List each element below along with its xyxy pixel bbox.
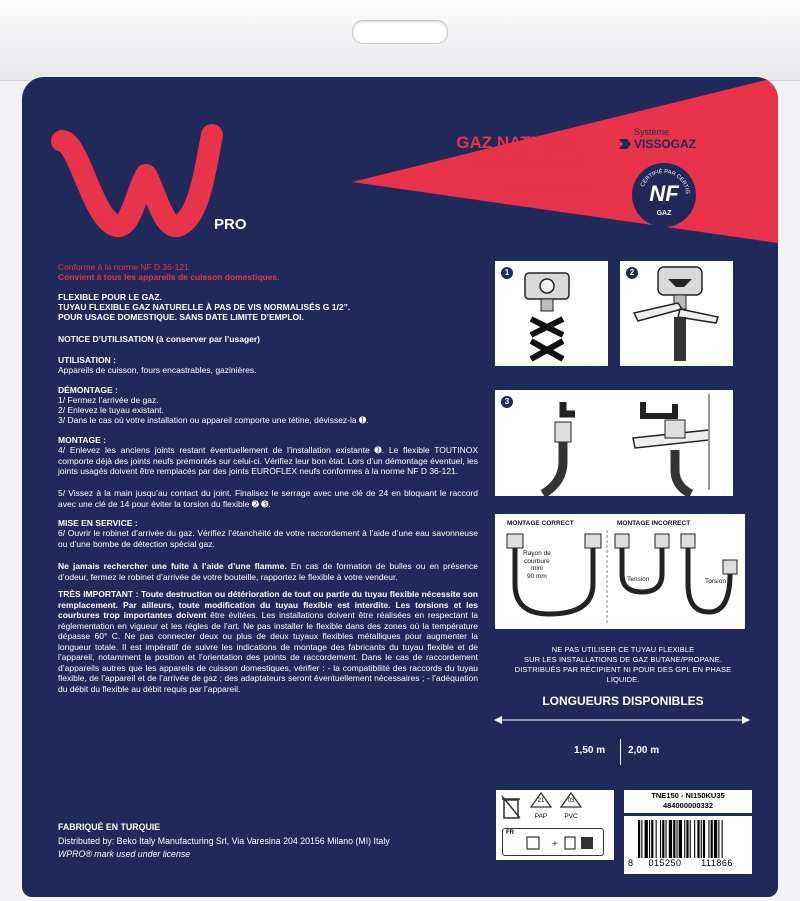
barcode-bar: [690, 820, 691, 858]
hang-hole: [352, 20, 448, 44]
sorting-icons: [525, 835, 595, 851]
radius-line-4: 90 mm: [526, 572, 547, 580]
nf-badge: [632, 163, 696, 227]
title-line-1: GAZ NATUREL /: [456, 133, 586, 152]
cert-ring: CERTIFIÉ PAR CERTIG: [639, 168, 691, 195]
barcode-bar: [669, 820, 672, 858]
warning-line-1: NE PAS UTILISER CE TUYAU FLEXIBLE: [551, 645, 695, 654]
barcode-bar: [708, 820, 709, 858]
barcode-bar: [656, 820, 657, 858]
length-option-200: 2,00 m: [628, 745, 660, 756]
distributor: Distributed by: Beko Italy Manufacturing Srl, Via Varesina 204 20156 Milano (MI) Italy: [58, 836, 390, 846]
step-3-number: 3: [501, 396, 513, 408]
radius-line-1: Rayon de: [523, 550, 551, 557]
wpro-logo: [48, 105, 248, 265]
lengths-arrow: [494, 715, 750, 725]
barcode-bar: [722, 820, 723, 858]
pap-symbol: [528, 792, 554, 820]
lpg-warning: [498, 645, 748, 685]
barcode-bar: [679, 820, 682, 858]
made-in: FABRIQUÉ EN TURQUIE: [58, 822, 161, 832]
flex-line-2: TUYAU FLEXIBLE GAZ NATURELLE À PAS DE VIS NORMALISÉS G 1/2”.: [58, 302, 351, 312]
barcode-group-2: 111866: [701, 858, 733, 868]
radius-line-3: mini: [530, 565, 543, 572]
product-title: [426, 133, 586, 173]
demontage-step-2: 2/ Enlevez le tuyau existant.: [58, 405, 164, 415]
barcode-bar: [649, 820, 650, 858]
article-code: 484000000332: [662, 801, 714, 810]
barcode-bar: [662, 820, 664, 858]
flame-rest: En cas de formation de bulles ou en présence d’odeur, fermez le robinet d’arrivée de votre bouteille, rapportez le flexible à votre vendeur.: [58, 561, 479, 582]
blister-top: [0, 0, 800, 81]
mounting-correct-label: MONTAGE CORRECT: [507, 520, 574, 527]
reference-codes: [624, 790, 752, 813]
svg-text:+: +: [552, 839, 558, 850]
title-line-2: GAZ DE VILLE: [468, 153, 586, 172]
logo-sub: PRO: [214, 216, 247, 233]
pap-number: 21: [537, 798, 545, 804]
barcode-group-1: 015250: [648, 858, 682, 868]
barcode-bar: [660, 820, 661, 858]
norm-line: Conforme à la norme NF D 36-121: [58, 262, 189, 272]
step-2-number: 2: [626, 267, 638, 279]
mise-title: MISE EN SERVICE :: [58, 518, 138, 528]
fr-label: FR: [506, 830, 514, 836]
lengths-title: LONGUEURS DISPONIBLES: [542, 694, 704, 708]
barcode-first-digit: 8: [628, 858, 634, 868]
triman-info: [502, 828, 604, 856]
mise-step-6: 6/ Ouvrir le robinet d’arrivée du gaz. Vérifiez l’étanchéité de votre raccordement à l’aide d’une eau savonneuse ou d’une bombe de détection spécial gaz.: [58, 528, 478, 549]
nf-sub: GAZ: [656, 210, 672, 217]
demontage-title: DÉMONTAGE :: [58, 385, 118, 395]
flame-bold: Ne jamais rechercher une fuite à l’aide d’une flamme.: [58, 561, 287, 571]
demontage-step-1: 1/ Fermez l’arrivée de gaz.: [58, 395, 159, 405]
barcode-bar: [645, 820, 648, 858]
step-1-illustration: [495, 261, 608, 366]
important-bold: TRÈS IMPORTANT : Toute destruction ou détérioration de tout ou partie du tuyau flexible nécessite son remplacement. Par ailleurs, toute modification du tuyau flexible est interdite. Les torsions et les courbures trop importantes doivent: [58, 589, 478, 620]
flame-warning: [58, 561, 478, 582]
step-1-panel: [495, 261, 608, 366]
recycling-box: [496, 790, 614, 860]
length-divider: [620, 739, 621, 765]
nf-mark: NF: [649, 181, 679, 206]
barcode-bar: [651, 820, 653, 858]
tension-label: Tension: [627, 576, 650, 583]
barcode-bar: [697, 820, 699, 858]
barcode-bar: [673, 820, 675, 858]
barcode: [624, 816, 752, 874]
barcode-bar: [638, 820, 640, 858]
pvc-number: 03: [567, 798, 575, 804]
warning-line-2: SUR LES INSTALLATIONS DE GAZ BUTANE/PROPANE.: [523, 655, 723, 664]
montage-step-4: 4/ Enlevez les anciens joints restant éventuellement de l’installation existante ➊. Le flexible TOUTINOX comporte déjà des joints neufs prémontés sur celui-ci. Vérifiez leur bon état. Lors d’un démontage éventuel, les joints usagés doivent être remplacés par des joints EUROFLEX neufs conformes à la norme NF D 36-121.: [58, 445, 478, 476]
warning-line-3: DISTRIBUÉS PAR RÉCIPIENT NI POUR DES GPL EN PHASE LIQUIDE.: [514, 665, 732, 684]
barcode-bars: [638, 820, 744, 858]
montage-title: MONTAGE :: [58, 435, 107, 445]
utilisation-title: UTILISATION :: [58, 355, 116, 365]
step-3-panel: [495, 390, 733, 496]
important-notice: [58, 589, 478, 694]
mounting-diagram-panel: [495, 514, 745, 629]
important-rest: être évitées. Les installations doivent être réalisées en respectant la réglementation en vigueur et les règles de l’art. Ne pas installer le flexible dans des zones où la température dépasse 60° C. Ne pas connecter deux ou plus de deux tuyaux flexibles métalliques pour augmenter la longueur totale. Il est impératif de suivre les indications de montage des fabricants du tuyau flexible et de l’appareil, notamment la position et l’orientation des points de raccordement. Dans le cas de raccordement d’appareils autres que les appareils de cuisson domestiques, vérifier : - la compatibilité des raccords du tuyau flexible, de l’appareil et de l’arrivée de gaz ; des adaptateurs seront éventuellement nécessaires ; - l’adéquation du débit du flexible au débit requis par l’appareil.: [58, 610, 479, 694]
barcode-bar: [686, 820, 688, 858]
step-1-number: 1: [501, 267, 513, 279]
pap-label: PAP: [534, 813, 548, 820]
step-2-panel: [620, 261, 733, 366]
flex-line-1: FLEXIBLE POUR LE GAZ.: [58, 292, 162, 302]
barcode-bar: [694, 820, 695, 858]
barcode-bar: [718, 820, 719, 858]
barcode-bar: [701, 820, 702, 858]
barcode-bar: [641, 820, 642, 858]
bin-icon: [500, 794, 522, 820]
length-option-150: 1,50 m: [574, 745, 606, 756]
barcode-bar: [703, 820, 705, 858]
barcode-bar: [666, 820, 667, 858]
barcode-bar: [714, 820, 717, 858]
package-card: [22, 77, 778, 897]
pvc-label: PVC: [564, 813, 578, 820]
torsion-label: Torsion: [705, 578, 726, 585]
license-note: WPRO® mark used under license: [58, 849, 191, 859]
notice: NOTICE D’UTILISATION (à conserver par l’usager): [58, 334, 260, 344]
step-3-illustration: [495, 390, 733, 496]
demontage-step-3: 3/ Dans le cas où votre installation ou appareil comporte une tétine, dévissez-la ➊.: [58, 415, 369, 425]
barcode-bar: [677, 820, 678, 858]
montage-step-5: 5/ Vissez à la main jusqu’au contact du joint. Finalisez le serrage avec une clé de 24 en bloquant le raccord avec une clé de 14 pour éviter la torsion du flexible ➋ ➌.: [58, 488, 478, 509]
system-label: Système: [634, 127, 670, 137]
vissogaz-icon: [618, 137, 632, 151]
norm-compat: Convient à tous les appareils de cuisson domestiques.: [58, 272, 280, 282]
barcode-bar: [684, 820, 685, 858]
pvc-symbol: [558, 792, 584, 820]
utilisation-text: Appareils de cuisson, fours encastrables, gazinières.: [58, 365, 257, 375]
mounting-illustration: [495, 514, 745, 629]
radius-line-2: courbure: [524, 557, 550, 565]
barcode-bar: [711, 820, 713, 858]
flex-line-3: POUR USAGE DOMESTIQUE. SANS DATE LIMITE D’EMPLOI.: [58, 312, 304, 322]
step-2-illustration: [620, 261, 733, 366]
mounting-incorrect-label: MONTAGE INCORRECT: [617, 520, 691, 527]
system-name: VISSOGAZ: [634, 137, 697, 151]
reference-code: TNE150 - NI150KU35: [651, 791, 725, 800]
product-length: Long 1,50 m: [508, 179, 586, 195]
